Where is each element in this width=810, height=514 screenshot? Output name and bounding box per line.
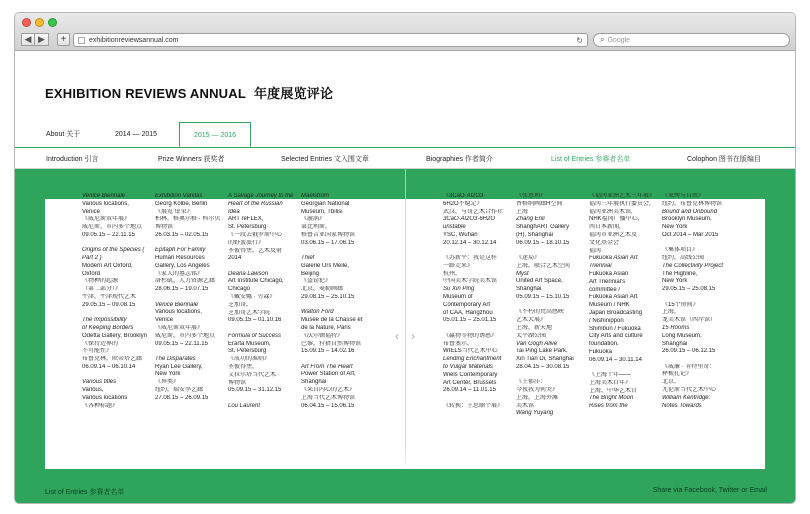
entries-column <box>516 193 584 426</box>
site-title-en: EXHIBITION REVIEWS ANNUAL <box>45 86 246 101</box>
entry-line: 杭州， <box>443 270 462 277</box>
entry-line: Art From The Heart <box>301 363 353 370</box>
entry-line: ART reFLEX, <box>228 216 264 223</box>
browser-window <box>14 12 796 504</box>
entry-line: 29.08.15 – 25.10.15 <box>301 294 355 301</box>
menu-colophon[interactable]: Colophon 图书在版编目 <box>687 156 761 163</box>
entry-line: Part 2 ) <box>82 255 102 262</box>
entry-line: Various locations, <box>155 309 202 316</box>
entry-line: Museum / NHK <box>589 302 630 309</box>
entry-line: of CAA, Hangzhou <box>443 309 493 316</box>
entry-line: 《3CaO·Al2O3· <box>443 193 486 199</box>
entry-line: Shanghai <box>516 286 542 293</box>
favicon-icon <box>78 37 85 44</box>
entry-line: 一路走来》 <box>443 262 474 269</box>
url-text: exhibitionreviewsannual.com <box>89 36 179 44</box>
entry-line: Walton Ford <box>301 309 334 316</box>
list-item <box>662 247 730 294</box>
entry-line: Fukuoka Asian <box>589 270 629 277</box>
entry-line: Van Gogh Alive <box>516 340 558 347</box>
entry-line: 06.09.14 – 30.11.14 <box>589 356 642 363</box>
entry-line: Art Center, Brussels <box>443 379 497 386</box>
entry-line: 上海，联合艺术空间 <box>516 262 571 269</box>
menu-selected-entries[interactable]: Selected Entries 文入围文章 <box>281 156 369 163</box>
entry-line: Deana Lawson <box>228 270 269 277</box>
entry-line: 的野蛮旅行》 <box>228 239 265 246</box>
entry-line: 20.12.14 – 30.12.14 <box>443 239 497 246</box>
entry-line: 《展览 虚荣》 <box>155 208 193 215</box>
entry-line: 香格纳画廊H空间 <box>516 200 563 207</box>
entry-line: 05.09.15 – 15.10.15 <box>516 294 570 301</box>
list-item <box>82 379 150 410</box>
entry-line: Long Museum, <box>662 332 702 339</box>
entry-line: ShanghART Gallery <box>516 224 570 231</box>
entry-line: 《成功的准则》 <box>228 356 271 363</box>
entry-line: Epitaph For Family <box>155 247 206 254</box>
entry-line: （第二部分）》 <box>82 286 122 293</box>
entry-line: 福冈市亚洲艺术及 <box>589 231 638 238</box>
entry-line: Galerie Urs Meile, <box>301 262 350 269</box>
spread-gutter <box>405 169 406 199</box>
list-item <box>82 247 150 309</box>
entry-line: Various locations, <box>82 200 129 207</box>
entry-line: Maelstrom <box>301 193 330 199</box>
list-item <box>155 193 223 240</box>
entry-line: 《家人的墓志铭》 <box>155 270 204 277</box>
entry-line: Musée de la Chasse et <box>301 317 363 324</box>
entry-line: 《迷局》 <box>516 255 541 262</box>
entry-line: Georg Kolbe, Berlin <box>155 200 208 207</box>
entry-line: Museum, Tbilisi <box>301 208 343 215</box>
entry-line: 中国美术学院美术馆 <box>443 278 498 285</box>
entry-line: 上海，上海外滩 <box>516 394 559 401</box>
previous-page-icon[interactable]: ‹ <box>395 329 399 343</box>
entry-line: Lou Laurent <box>228 402 261 409</box>
entry-line: 《保持边界的 <box>82 340 119 347</box>
entry-line: A Savage Journey to the <box>228 193 294 199</box>
entry-line: (H), Shanghai <box>516 231 554 238</box>
menu-introduction[interactable]: Introduction 引言 <box>46 156 99 163</box>
list-item <box>228 333 296 395</box>
entry-line: 06.04.15 – 15.06.15 <box>301 402 355 409</box>
entry-line: 牛津，牛津现代艺术 <box>82 294 137 301</box>
entry-line: 博物馆 <box>228 379 247 386</box>
entry-line: 博物馆 <box>155 224 174 231</box>
list-item <box>516 309 584 371</box>
entry-line: 福冈三年展执行委员会, <box>589 200 651 207</box>
entry-line: The Impossibility <box>82 317 127 324</box>
entry-line: Fukuoka Asian Art <box>589 255 638 262</box>
entry-line: The Disparates <box>155 355 196 362</box>
list-item <box>228 193 296 263</box>
entry-line: 《苏新平：我是这样 <box>443 255 498 262</box>
new-tab-icon[interactable]: + <box>57 33 70 46</box>
entry-line: Erarta Museum, <box>228 340 271 347</box>
entry-line: unstable <box>443 224 466 231</box>
entry-line: Various titles <box>82 379 117 386</box>
forward-icon[interactable]: ▶ <box>35 33 49 46</box>
tab-2014-2015[interactable]: 2014 — 2015 <box>115 131 158 138</box>
entry-line: Exhibition Vanitas <box>155 193 203 199</box>
entry-line: 《上海十年—— <box>589 372 632 379</box>
entry-line: 15.09.15 – 14.02.16 <box>301 348 355 355</box>
entry-line: 西日本新闻, <box>589 224 621 231</box>
back-icon[interactable]: ◀ <box>21 33 35 46</box>
list-item <box>155 247 223 294</box>
entry-line: foundation, <box>589 341 619 348</box>
entry-line: 09.05.15 – 22.11.15 <box>82 231 135 238</box>
entry-line: Su Xin Ping <box>443 286 475 293</box>
entry-line: 释梳孔记》 <box>662 371 693 378</box>
entry-line: St. Petersburg <box>228 224 267 231</box>
browser-toolbar <box>15 13 795 51</box>
entry-line: 《王郁洋： <box>516 379 547 386</box>
footer-share-link[interactable]: Share via Facebook, Twitter or Email <box>652 487 767 494</box>
entry-line: Myst <box>516 270 529 277</box>
list-item <box>301 193 369 248</box>
entry-line: Contemporary Art <box>443 301 491 308</box>
entry-line: Zhang Enli <box>516 216 545 223</box>
entry-line: New York <box>662 278 688 285</box>
entry-line: Rises from the <box>589 403 628 410</box>
entry-line: 艾拉尔塔当代艺术 <box>228 371 277 378</box>
entry-line: 上海 <box>516 208 529 215</box>
section-menu <box>15 148 796 168</box>
menu-biographies[interactable]: Biographies 作者简介 <box>426 156 493 163</box>
entry-line: Thief <box>301 255 315 262</box>
entry-line: 《威廉 · 肯特里奇： <box>662 363 716 370</box>
entry-line: 美术馆 <box>516 402 535 409</box>
entries-column <box>228 193 296 418</box>
entry-line: 05.09.15 – 31.12.15 <box>228 387 282 394</box>
list-item <box>443 255 511 325</box>
entry-line: 威尼斯，市内多个地点 <box>82 224 143 231</box>
list-item <box>516 379 584 418</box>
entry-line: 上海， <box>662 309 681 316</box>
entry-line: 26.03.15 – 02.05.15 <box>155 231 209 238</box>
entry-line: 《漩涡》 <box>301 216 326 223</box>
entry-line: 纽约，高线公园 <box>662 255 705 262</box>
entry-line: New York <box>155 371 181 378</box>
entry-line: 布鲁克林，欧蒂塔艺廊 <box>82 356 143 363</box>
entry-line: 29.05.15 – 25.08.15 <box>662 286 716 293</box>
entry-line: William Kentridge: <box>662 394 711 401</box>
entry-line: 艺术大展》 <box>516 317 547 324</box>
entry-line: de la Nature, Paris <box>301 324 351 331</box>
zoom-window-button[interactable] <box>48 18 57 27</box>
entry-line: Chicago <box>228 286 251 293</box>
entry-line: 上海当代艺术博物馆 <box>301 394 356 401</box>
entry-line: 威尼斯，市内多个地点 <box>155 332 216 339</box>
entry-line: 《物种的起源 <box>82 278 119 285</box>
entry-line: committee / <box>589 286 621 293</box>
entry-line: 《盗窃犯》 <box>301 278 332 285</box>
entry-line: Tai Ping Lake Park, <box>516 348 568 355</box>
entry-line: Venice Biennale <box>82 193 126 199</box>
entry-line: 纽约，布鲁克林博物馆 <box>662 200 723 207</box>
entry-line: 洛杉矶，人力资源艺廊 <box>155 278 216 285</box>
list-item <box>155 302 223 349</box>
entry-line: Venice <box>155 317 174 324</box>
entry-line: Shimbun / Fukuoka <box>589 325 641 332</box>
entry-line: Notes Towards <box>662 402 702 409</box>
entry-line: 2014 <box>228 255 242 262</box>
entry-line: Idea <box>228 208 240 215</box>
history-buttons <box>21 33 49 46</box>
next-page-icon[interactable]: › <box>411 329 415 343</box>
entry-line: 28.04.15 – 30.08.15 <box>516 363 570 370</box>
entry-line: The Highline, <box>662 270 698 277</box>
footer-list-of-entries[interactable]: List of Entries 参赛者名单 <box>45 489 125 496</box>
entry-line: 28.06.15 – 19.07.15 <box>155 286 209 293</box>
entry-line: Various, <box>82 387 104 394</box>
entry-line: Shanghai <box>301 379 327 386</box>
list-item <box>228 403 296 411</box>
list-item <box>589 372 657 411</box>
entry-line: 27.08.15 – 26.09.15 <box>155 394 209 401</box>
list-item <box>516 193 584 248</box>
entry-line: 26.09.15 – 06.12.15 <box>662 348 716 355</box>
entry-line: 纽约，瑞安李艺廊 <box>155 387 204 394</box>
tab-2015-2016[interactable]: 2015 — 2016 <box>179 122 251 147</box>
address-bar[interactable] <box>73 33 588 47</box>
menu-prize-winners[interactable]: Prize Winners 获奖者 <box>158 156 225 163</box>
entry-line: Modern Art Oxford, <box>82 262 133 269</box>
entry-line: 《集体项目》 <box>662 247 699 254</box>
entry-line: 《一段去俄罗斯中心 <box>228 231 283 238</box>
entry-line: 北京， <box>662 379 681 386</box>
entry-line: 26.09.14 – 11.01.15 <box>443 387 496 394</box>
tab-about[interactable]: About 关于 <box>46 131 81 138</box>
footer-bar <box>15 474 796 504</box>
entry-line: 芝加哥艺术学院 <box>228 309 271 316</box>
entry-line: Wiels Contemporary <box>443 371 498 378</box>
entry-line: Odetta Gallery, Brooklyn <box>82 332 147 339</box>
entry-line: Shanghai <box>662 340 688 347</box>
list-item <box>228 271 296 326</box>
entry-line: Power Station of Art, <box>301 371 356 378</box>
reload-icon[interactable]: ↻ <box>576 35 583 45</box>
entry-line: Heart of the Russian <box>228 200 283 207</box>
search-placeholder: Google <box>607 36 631 44</box>
entry-line: 龙美术馆（西岸馆） <box>662 317 717 324</box>
entry-line: 《张恩利》 <box>516 193 547 199</box>
entry-line: Triennial <box>589 263 612 270</box>
entry-line: Venice <box>82 208 101 215</box>
entry-line: Various locations <box>82 394 128 401</box>
list-item <box>516 255 584 302</box>
list-item <box>662 302 730 357</box>
entry-line: Oct 2014 – Mar 2015 <box>662 231 719 238</box>
list-item <box>589 193 657 365</box>
entry-line: Japan Broadcasting <box>589 309 643 316</box>
entry-line: 《福冈亚洲艺术三年展》 <box>589 193 656 199</box>
entry-line: 巴黎，狩猎自然博物馆 <box>301 340 362 347</box>
list-item <box>155 356 223 403</box>
entry-line: of Keeping Borders <box>82 324 134 331</box>
entry-line: Beijing <box>301 270 320 277</box>
entry-line: 03.06.15 – 17.06.15 <box>301 239 355 246</box>
entry-line: Gallery, Los Angeles <box>155 262 210 269</box>
entry-line: Formula of Success <box>228 332 282 339</box>
entry-line: United Art Space, <box>516 278 563 285</box>
entry-line: 09.05.15 – 01.10.16 <box>228 317 282 324</box>
entry-line: 布鲁塞尔， <box>443 340 474 347</box>
entries-column <box>662 193 730 418</box>
entry-line: 尤伦斯当代艺术中心 <box>662 387 717 394</box>
entry-line: 格鲁吉亚国家博物馆 <box>301 231 356 238</box>
entry-line: 《威尼斯双年展》 <box>155 324 204 331</box>
entry-line: St. Petersburg <box>228 348 267 355</box>
entry-line: Ryan Lee Gallery, <box>155 363 203 370</box>
entry-line: 3CaO·Al2O3·6H2O <box>443 216 496 223</box>
close-window-button[interactable] <box>22 18 31 27</box>
site-title[interactable] <box>45 83 333 102</box>
entry-line: Georgian National <box>301 200 350 207</box>
entry-line: 《戴安娜 · 劳森》 <box>228 294 276 301</box>
entry-line: 圣彼得堡， <box>228 363 259 370</box>
list-item <box>301 309 369 356</box>
entry-line: 06.09.14 – 06.10.14 <box>82 363 136 370</box>
entries-column <box>589 193 657 419</box>
entries-column <box>82 193 150 418</box>
entry-line: 文化基金会 <box>589 239 620 246</box>
entry-line: 6H2O不稳定》 <box>443 200 483 207</box>
search-field[interactable] <box>593 33 790 47</box>
window-controls <box>22 18 57 27</box>
entry-line: 武汉，与哥艺术合作社 <box>443 208 504 215</box>
entry-line: 上海，中华艺术宫 <box>589 387 638 394</box>
entry-line: 今夜我为何哭》 <box>516 387 559 394</box>
entry-line: Human Resources <box>155 255 205 262</box>
list-item <box>82 193 150 240</box>
entry-line: 06.09.15 – 18.10.15 <box>516 239 570 246</box>
entry-line: The Bright Moon <box>589 395 634 402</box>
entry-line: Lending Enchantment <box>443 356 502 363</box>
entry-line: 《异类》 <box>155 379 180 386</box>
entry-line: 北京，麦勒画廊 <box>301 286 344 293</box>
entry-line: 圣彼得堡，艺术反射 <box>228 247 283 254</box>
page-gutter <box>405 199 406 469</box>
entry-line: Brooklyn Museum, <box>662 216 712 223</box>
menu-list-of-entries[interactable]: List of Entries 参赛者名单 <box>551 156 631 163</box>
entry-line: Wang Yuyang <box>516 410 554 417</box>
list-item <box>443 403 511 411</box>
entry-line: 09.05.15 – 22.11.15 <box>155 340 208 347</box>
entry-line: 第比利斯， <box>301 224 332 231</box>
minimize-window-button[interactable] <box>35 18 44 27</box>
entry-line: 福冈 <box>589 247 602 254</box>
entry-line: 上海，新天地 <box>516 324 553 331</box>
entry-line: to Vulgar Materials <box>443 363 493 370</box>
entry-line: 太平湖公园 <box>516 332 547 339</box>
entry-line: / Nishinippon <box>589 317 624 324</box>
entry-line: 福冈亚洲美术馆, <box>589 208 633 215</box>
entries-column <box>155 193 223 410</box>
entries-column <box>443 193 511 418</box>
entry-line: 《各种标题》 <box>82 402 119 409</box>
entry-line: NHK福冈广播中心, <box>589 216 640 223</box>
list-item <box>301 364 369 411</box>
entry-line: 《沃尔顿福特》 <box>301 332 344 339</box>
entry-line: 《威尼斯双年展》 <box>82 216 131 223</box>
entry-line: City Arts and culture <box>589 333 643 340</box>
bottom-fade <box>45 447 765 469</box>
entry-line: Oxford <box>82 270 101 277</box>
entry-line: WIELS当代艺术中心 <box>443 348 498 355</box>
entry-line: Xin Tian Di, Shanghai <box>516 356 574 363</box>
list-item <box>443 333 511 395</box>
entry-line: Art Triennial's <box>589 278 626 285</box>
list-item <box>82 317 150 372</box>
list-item <box>662 364 730 411</box>
entry-line: YSC, Wuhan <box>443 231 478 238</box>
entry-line: 柏林，格奥尔格 · 科尔贝 <box>155 216 221 223</box>
site-title-cn: 年度展览评论 <box>253 86 334 101</box>
entry-line: Art Institute Chicago, <box>228 278 284 285</box>
entry-line: 15 Rooms <box>662 324 690 331</box>
entry-line: 芝加哥， <box>228 301 253 308</box>
list-item <box>301 255 369 302</box>
list-item <box>662 193 730 240</box>
search-icon: ⌕ <box>600 35 605 44</box>
entry-line: Fukuoka Asian Art <box>589 294 638 301</box>
entry-line: Fukuoka <box>589 348 613 355</box>
page-content <box>15 52 796 504</box>
entry-line: 上海美术百年》 <box>589 379 632 386</box>
entry-line: 不可能性》 <box>82 348 113 355</box>
list-item <box>443 193 511 248</box>
entry-line: Venice Biennale <box>155 301 199 308</box>
entry-line: 《不朽的梵高感映 <box>516 309 565 316</box>
entry-line: Origins of the Species ( <box>82 247 145 254</box>
entry-line: 《转换：王思顺个展》 <box>443 402 504 409</box>
entry-line: 29.05.15 – 09.08.15 <box>82 301 136 308</box>
year-tabs <box>15 122 796 147</box>
entry-line: The Collectivity Project <box>662 262 724 269</box>
entry-line: 《赢物等物的诱惑》 <box>443 332 498 339</box>
entry-line: 《15个房间》 <box>662 301 699 308</box>
entry-line: 《来自内心的艺术》 <box>301 387 356 394</box>
entries-column <box>301 193 369 418</box>
entry-line: New York <box>662 224 688 231</box>
entry-line: 《束缚与自由》 <box>662 193 705 199</box>
entry-line: Bound and Unbound <box>662 208 718 215</box>
entry-line: Museum of <box>443 294 473 301</box>
entry-line: 05.01.15 – 25.01.15 <box>443 317 497 324</box>
